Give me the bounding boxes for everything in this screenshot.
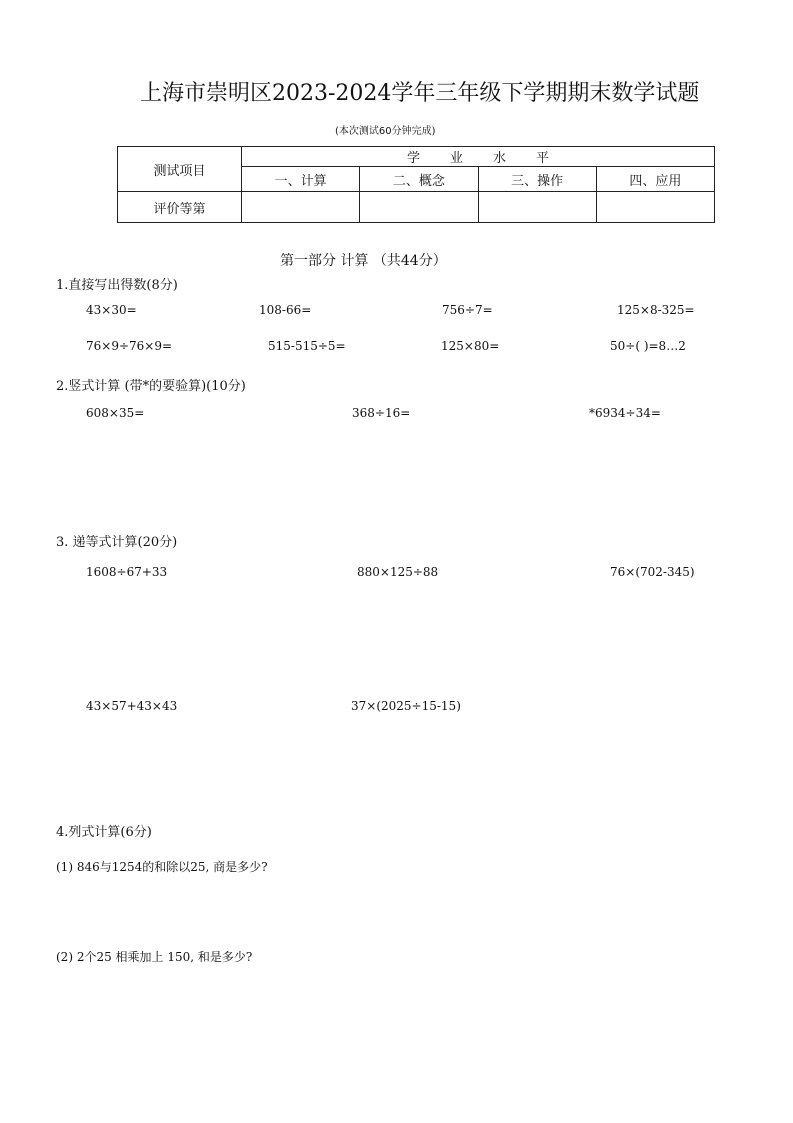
question-3-heading: 3. 递等式计算(20分): [56, 535, 178, 550]
level-header: 学业水平: [242, 147, 715, 167]
part-one-heading: 第一部分 计算 （共44分）: [280, 253, 447, 269]
q2-item: 608×35=: [86, 406, 145, 420]
grade-cell-calc: [242, 192, 360, 223]
question-2-heading: 2.竖式计算 (带*的要验算)(10分): [56, 379, 246, 394]
q1-item: 125×8-325=: [617, 303, 695, 317]
q1-item: 43×30=: [86, 303, 137, 317]
q2-item: *6934÷34=: [589, 406, 661, 420]
row-label-grade: 评价等第: [118, 192, 242, 223]
q3-item: 43×57+43×43: [86, 699, 178, 713]
column-header-concept: 二、概念: [360, 167, 478, 192]
grade-cell-application: [596, 192, 714, 223]
question-4-heading: 4.列式计算(6分): [56, 825, 152, 840]
q2-item: 368÷16=: [352, 406, 411, 420]
q4-item: (2) 2个25 相乘加上 150, 和是多少?: [56, 950, 253, 964]
q1-item: 76×9÷76×9=: [86, 339, 173, 353]
q1-item: 756÷7=: [442, 303, 493, 317]
q1-item: 50÷( )=8…2: [610, 339, 686, 353]
q1-item: 515-515÷5=: [268, 339, 346, 353]
grade-cell-operation: [478, 192, 596, 223]
column-header-operation: 三、操作: [478, 167, 596, 192]
grade-cell-concept: [360, 192, 478, 223]
q1-item: 125×80=: [441, 339, 500, 353]
q4-item: (1) 846与1254的和除以25, 商是多少?: [56, 860, 268, 874]
q3-item: 1608÷67+33: [86, 565, 168, 579]
test-duration-note: (本次测试60分钟完成): [335, 126, 436, 137]
column-header-application: 四、应用: [596, 167, 714, 192]
q1-item: 108-66=: [259, 303, 312, 317]
q3-item: 76×(702-345): [610, 565, 695, 579]
question-1-heading: 1.直接写出得数(8分): [56, 278, 178, 293]
row-label-test-item: 测试项目: [118, 147, 242, 192]
evaluation-table: [117, 146, 715, 223]
table-row: [118, 192, 715, 223]
column-header-calc: 一、计算: [242, 167, 360, 192]
q3-item: 880×125÷88: [357, 565, 439, 579]
table-row: [118, 147, 715, 167]
q3-item: 37×(2025÷15-15): [351, 699, 461, 713]
page-title: 上海市崇明区2023-2024学年三年级下学期期末数学试题: [140, 81, 700, 106]
